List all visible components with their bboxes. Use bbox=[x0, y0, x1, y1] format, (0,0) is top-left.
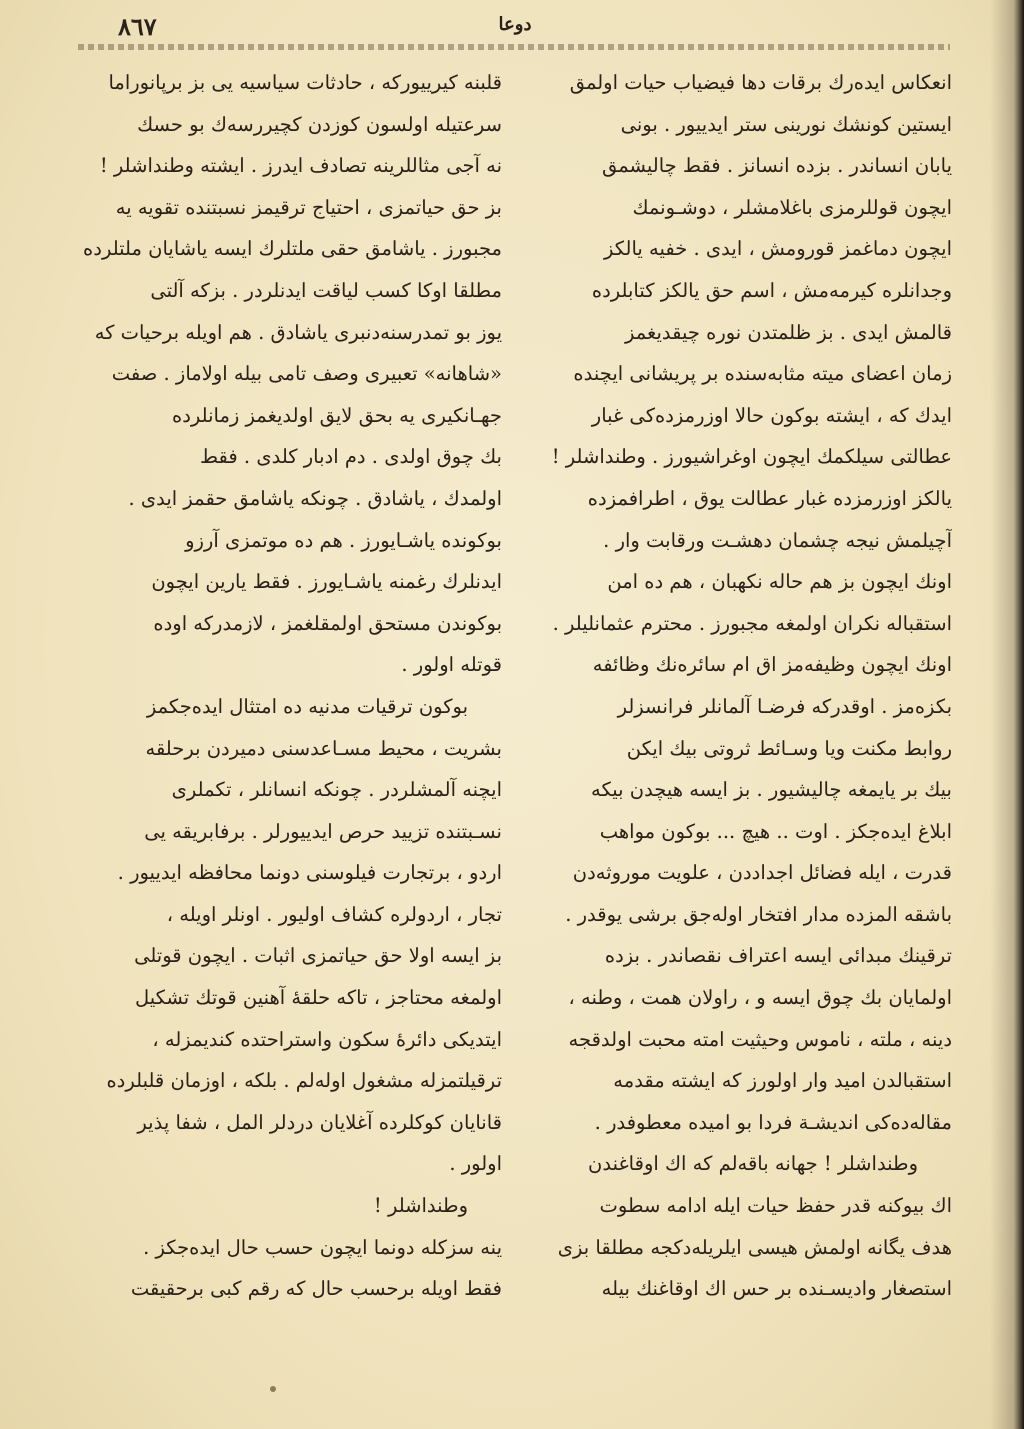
text-line: دينه ، ملته ، ناموس وحيثيت امته محبت اولدقجه bbox=[568, 1027, 952, 1051]
page-edge-shadow bbox=[990, 0, 1024, 1429]
ink-spot bbox=[270, 1386, 276, 1392]
page-number: ٨٦٧ bbox=[118, 12, 157, 41]
text-line: ايچون قوللرمزى باغلامشلر ، دوشـونمك bbox=[632, 195, 952, 219]
text-line: نه آجى مثاللرينه تصادف ايدرز . ايشته وطنداشلر ! bbox=[99, 154, 502, 178]
text-line: ينه سزكلە دونما ايچون حسب حال ايدەجكز . bbox=[143, 1235, 502, 1259]
text-line: مجبورز . ياشامق حقى ملتلرك ايسه ياشايان ملتلردە bbox=[83, 237, 502, 261]
text-line: يابان انساندر . بزدە انسانز . فقط چاليشمق bbox=[601, 154, 952, 178]
text-line: ابلاغ ايدەجكز . اوت .. هيچ ... بوكون مواهب bbox=[599, 819, 952, 843]
text-line: مطلقا اوكا كسب لياقت ايدنلردر . بزكه آلتى bbox=[150, 278, 502, 302]
text-line: روابط مكنت ويا وسـائط ثروتى بيك ايكن bbox=[626, 736, 952, 760]
text-line: استصغار واديسـندە بر حس اك اوقاغنك بيله bbox=[601, 1277, 952, 1301]
text-line: ترقينك مبدائى ايسه اعتراف نقصاندر . بزدە bbox=[604, 944, 952, 968]
text-line: قدرت ، ايله فضائل اجداددن ، علويت موروثەدن bbox=[572, 861, 952, 885]
text-line: وطنداشلر ! جهانه باقەلم كه اك اوقاغندن bbox=[588, 1152, 918, 1176]
text-line: اولور . bbox=[449, 1152, 502, 1176]
text-line: بز ايسه اولا حق حياتمزى اثبات . ايچون قوتلى bbox=[134, 944, 502, 968]
left-column bbox=[78, 62, 502, 1310]
text-line: بيك بر يايمغه چاليشيور . بز ايسه هيچدن بيكه bbox=[591, 778, 952, 802]
text-line: تجار ، اردولرە كشاف اوليور . اونلر اويله ، bbox=[166, 902, 502, 926]
text-line: مقالەدەكى انديشـة فردا بو اميدە معطوفدر . bbox=[594, 1110, 952, 1134]
text-line: اونك ايچون بز هم حالە نكهبان ، هم دە امن bbox=[607, 570, 952, 594]
text-line: باشقه المزدە مدار افتخار اولەجق برشى يوقدر . bbox=[565, 902, 952, 926]
text-line: يالكز اوزرمزدە غبار عطالت يوق ، اطرافمزدە bbox=[587, 486, 952, 510]
text-line: فقط اويله برحسب حال كه رقم كبى برحقيقت bbox=[130, 1277, 502, 1301]
text-line: ايدك كه ، ايشته بوكون حالا اوزرمزدەكى غبار bbox=[591, 403, 952, 427]
text-line: ايچنه آلمشلردر . چونكه انسانلر ، تكملرى bbox=[171, 778, 502, 802]
text-line: يوز بو تمدرسنەدنبرى ياشادق . هم اويله برحيات كه bbox=[94, 320, 502, 344]
text-line: بوكون ترقيات مدنيه دە امتثال ايدەجكمز bbox=[146, 694, 468, 718]
text-line: بز حق حياتمزى ، احتياج ترقيمز نسبتندە تقويه يه bbox=[115, 195, 502, 219]
text-line: بك چوق اولدى . دم ادبار كلدى . فقط bbox=[200, 445, 502, 469]
text-line: اولمغه محتاجز ، تاكه حلقهٔ آهنين قوتك تشكيل bbox=[134, 986, 502, 1010]
text-line: عطالتى سيلكمك ايچون اوغراشيورز . وطنداشلر ! bbox=[551, 445, 952, 469]
text-line: انعكاس ايدەرك برقات دها فيضياب حيات اولمق bbox=[569, 71, 952, 94]
text-line: وطنداشلر ! bbox=[373, 1194, 468, 1218]
text-line: بكزەمز . اوقدركه فرضـا آلمانلر فرانسزلر bbox=[617, 694, 952, 718]
text-line: قلبنه كيرييوركه ، حادثات سياسيه يى بز برپانوراما bbox=[108, 71, 502, 94]
text-line: بوكوندن مستحق اولمقلغمز ، لازمدركه اودە bbox=[153, 611, 502, 635]
text-line: بشريت ، محيط مسـاعدسنى دميردن برحلقه bbox=[145, 736, 502, 760]
header-rule bbox=[78, 44, 950, 50]
text-line: اولمدك ، ياشادق . چونكه ياشامق حقمز ايدى . bbox=[128, 486, 502, 510]
right-column bbox=[528, 62, 952, 1310]
text-line: قانايان كوكلردە آغلايان دردلر المل ، شفا پذير bbox=[137, 1110, 502, 1134]
text-line: استقبالدن اميد وار اولورز كه ايشته مقدمه bbox=[613, 1069, 952, 1093]
text-line: قالمش ايدى . بز ظلمتدن نورە چيقديغمز bbox=[625, 320, 952, 344]
text-line: ايچون دماغمز قورومش ، ايدى . خفيه يالكز bbox=[604, 237, 952, 261]
text-line: بوكونده ياشـايورز . هم دە موتمزى آرزو bbox=[185, 528, 502, 552]
text-line: نسـبتندە تزييد حرص ايدييورلر . برفابريقه يى bbox=[144, 819, 502, 843]
text-line: جهـانكيرى يه بحق لايق اولديغمز زمانلردە bbox=[172, 403, 502, 427]
text-line: سرعتيله اولسون كوزدن كچيررسەك بو حسك bbox=[137, 112, 502, 136]
text-line: ايتديكى دائرهٔ سكون واستراحتده كنديمزله ، bbox=[152, 1027, 502, 1051]
text-line: ايدنلرك رغمنه ياشـايورز . فقط يارين ايچون bbox=[151, 570, 502, 594]
text-line: زمان اعضاى ميته مثابەسندە بر پريشانى ايچندە bbox=[573, 362, 952, 386]
text-line: ايستين كونشك نورينى ستر ايدييور . بونى bbox=[620, 112, 952, 136]
text-line: استقبالە نكران اولمغە مجبورز . محترم عثمانليلر . bbox=[552, 611, 952, 635]
text-line: وجدانلرە كيرمەمش ، اسم حق يالكز كتابلردە bbox=[591, 278, 952, 302]
running-head: دوعا bbox=[498, 14, 532, 35]
text-line: «شاهانه» تعبيرى وصف تامى بيله اولاماز . صفت bbox=[111, 362, 502, 386]
text-line: هدف يگانه اولمش هيسى ايلريلەدكجه مطلقا بزى bbox=[557, 1235, 952, 1259]
text-line: ترقيلتمزله مشغول اولەلم . بلكه ، اوزمان قلبلردە bbox=[106, 1069, 502, 1093]
text-line: قوتله اولور . bbox=[401, 653, 502, 677]
text-line: آچيلمش نيجه چشمان دهشـت ورقابت وار . bbox=[603, 528, 952, 552]
text-line: اك بيوكنه قدر حفظ حيات ايله ادامه سطوت bbox=[599, 1194, 952, 1218]
text-line: اردو ، برتجارت فيلوسنى دونما محافظه ايدييور . bbox=[117, 861, 502, 885]
text-line: اولمايان بك چوق ايسه و ، راولان همت ، وطنه ، bbox=[568, 986, 952, 1010]
text-line: اونك ايچون وظيفەمز اق ام سائرەنك وظائفه bbox=[592, 653, 952, 677]
